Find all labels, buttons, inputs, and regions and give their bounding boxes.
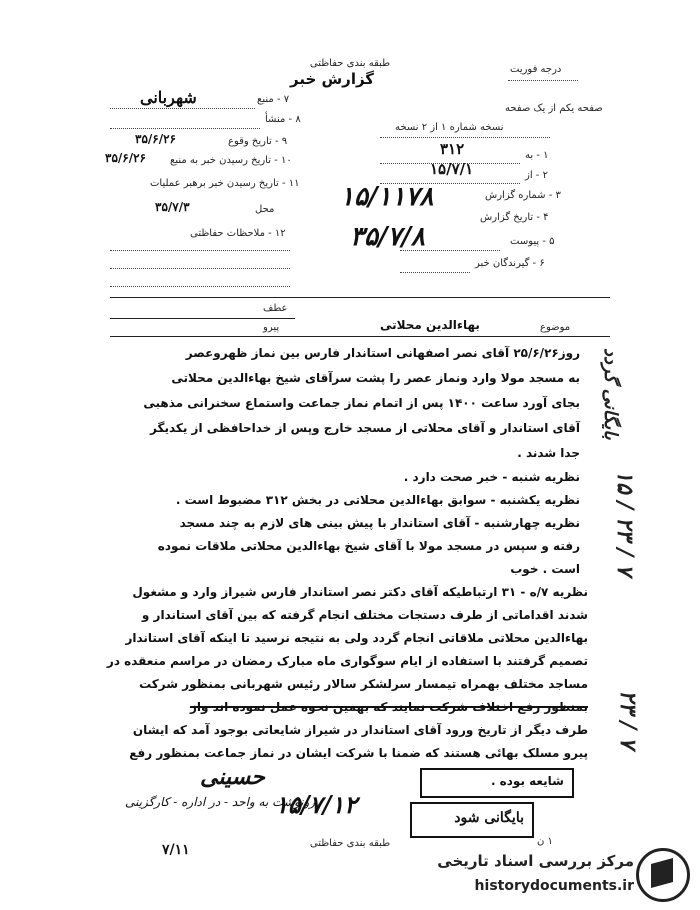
assessment-line: پیرو مسلک بهائی هستند که ضمنا با شرکت ایشان در نماز جماعت بمنظور رفع [129,746,588,760]
field-5: ۵ - پیوست [510,236,555,247]
page-note: ۱ ن [537,836,553,847]
signature-scrawl: حسینی [200,764,265,790]
assessment-line-struck: بمنظور رفع اختلاف شرکت نمایند که بهمین نحوه عمل نموده اند واز [189,700,588,714]
field-11-loc: محل [255,204,275,215]
classification-bottom: طبقه بندی حفاظتی [309,838,391,849]
field-11-value: ۳۵/۷/۳ [155,200,190,214]
watermark [420,840,690,904]
page-of: صفحه یکم از یک صفحه [505,103,603,114]
field-7-value: شهربانی [140,88,197,107]
copy-no: نسخه شماره ۱ از ۲ نسخه [395,122,504,133]
field-1-value: ۳۱۲ [440,140,465,158]
field-6: ۶ - گیرندگان خبر [475,258,545,269]
assessment-line: بهاءالدین محلاتی ملاقاتی انجام گردد ولی به نتیجه نرسید تا اینکه آقای استاندار [125,631,588,645]
piro-label: پیرو [263,322,280,333]
assessment-line: شدند اقداماتی از طرف دستجات مختلف انجام گرفته که بین آقای استاندار و [141,608,588,622]
field-9: ۹ - تاریخ وقوع [228,136,288,147]
report-title: گزارش خبر [290,70,375,88]
atf-label: عطف [263,303,288,314]
field-12: ۱۲ - ملاحظات حفاظتی [190,228,286,239]
field-3-value: ۱۵/۱۱۷۸ [340,182,434,212]
margin-note-mid: ۱۵ / ۲۳ / ۷ [612,470,638,576]
field-7: ۷ - منبع [257,94,290,105]
assessment-line: تصمیم گرفتند با استفاده از ایام سوگواری ماه مبارک رمضان در مراسم منعقده در [106,654,588,668]
field-11: ۱۱ - تاریخ رسیدن خبر برهبر عملیات [150,178,300,189]
classification-top: طبقه بندی حفاظتی [309,58,391,69]
archive-stamp: بایگانی شود [410,802,534,838]
body-line: روز۲۵/۶/۲۶ آقای نصر اصفهانی استاندار فارس بین نماز ظهروعصر [185,346,580,360]
body-line: به مسجد مولا وارد ونماز عصر را پشت سرآقای شیخ بهاءالدین محلاتی [171,371,580,385]
subject-label: موضوع [540,322,571,333]
body-line: آقای استاندار و آقای محلاتی از مسجد خارج وپس از خداحافظی از یکدیگر [150,421,580,435]
field-4: ۴ - تاریخ گزارش [480,212,549,223]
field-9-value: ۳۵/۶/۲۶ [135,132,176,146]
margin-note-top: بایگانی گردد [600,348,621,440]
watermark-org: مرکز بررسی اسناد تاریخی [437,852,634,870]
body-line: جدا شدند . [517,446,580,460]
field-10-value: ۳۵/۶/۲۶ [105,151,146,165]
bottom-number: ۷/۱۱ [162,842,190,858]
note-line: نظریه شنبه - خبر صحت دارد . [403,470,580,484]
note-line: است . خوب [510,562,580,576]
body-line: بجای آورد ساعت ۱۴۰۰ پس از اتمام نماز جماعت واستماع سخنرانی مذهبی [143,396,580,410]
note-line: نظریه یکشنبه - سوابق بهاءالدین محلاتی در بخش ۳۱۲ مضبوط است . [175,493,580,507]
watermark-logo [636,848,690,902]
field-4-value: ۳۵/۷/۸ [350,222,425,252]
urgency-label: درجه فوریت [510,64,562,75]
subject-value: بهاءالدین محلاتی [380,318,480,332]
assessment-line: طرف دیگر از تاریخ ورود آقای استاندار در شیراز شایعاتی بوجود آمد که ایشان [132,723,588,737]
margin-note-low: ۲۳ / ۷ [615,690,641,749]
rumor-box: شایعه بوده . [420,768,574,798]
field-2-value: ۱۵/۷/۱ [430,160,474,178]
field-10: ۱۰ - تاریخ رسیدن خبر به منبع [170,155,292,166]
watermark-url: historydocuments.ir [474,878,634,894]
note-line: رفته و سپس در مسجد مولا با آقای شیخ بهاءالدین محلاتی ملاقات نموده [157,539,580,553]
cc-note: رونوشت به واحد - در اداره - کارگزینی [125,795,316,809]
field-3: ۳ - شماره گزارش [485,190,561,201]
assessment-line: مساجد مختلف بهمراه تیمسار سرلشکر سالار رئیس شهربانی بمنظور شرکت [139,677,588,691]
field-2: ۲ - از [525,170,548,181]
field-8: ۸ - منشأ [265,114,301,125]
assessment-line: نظریه ۷/ه - ۳۱ ارتباطیکه آقای دکتر نصر استاندار فارس شیراز وارد و مشغول [132,585,588,599]
signature-date: ۱۵/۷/۱۲ [275,790,357,819]
field-1: ۱ - به [525,150,549,161]
note-line: نظریه چهارشنبه - آقای استاندار با پیش بینی های لازم به چند مسجد [179,516,580,530]
